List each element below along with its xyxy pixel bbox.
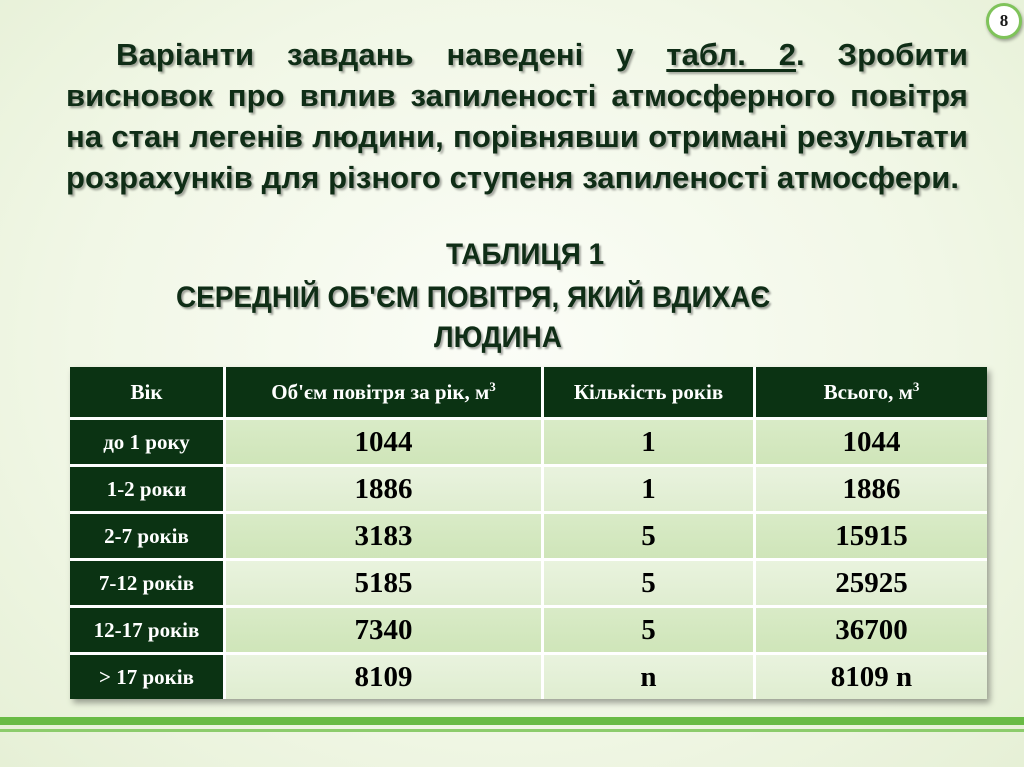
- table-title-line-2: СЕРЕДНІЙ ОБ'ЄМ ПОВІТРЯ, ЯКИЙ ВДИХАЄ: [176, 281, 771, 314]
- table-header-row: [70, 367, 987, 420]
- cell-volume: 8109: [226, 655, 544, 699]
- cell-years: 5: [544, 561, 756, 608]
- table-row: [70, 561, 987, 608]
- cell-volume: 7340: [226, 608, 544, 655]
- cell-age: до 1 року: [70, 420, 226, 467]
- cell-total: 36700: [756, 608, 987, 655]
- header-total: [756, 367, 987, 420]
- header-volume-unit-sup: 3: [489, 379, 496, 394]
- cell-volume: 3183: [226, 514, 544, 561]
- paragraph-text-start: Варіанти завдань наведені у: [116, 37, 667, 72]
- cell-total: 1886: [756, 467, 987, 514]
- cell-years: n: [544, 655, 756, 699]
- cell-total: 1044: [756, 420, 987, 467]
- header-total-label: Всього, м: [823, 380, 913, 404]
- paragraph-text-end: . Зробити висновок про вплив запиленості атмосферного повітря на стан легенів людини, порівнявши отримані результати розрахунків для різного ступеня запиленості атмосфери.: [66, 37, 968, 195]
- header-years: [544, 367, 756, 420]
- header-years-label: Кількість років: [573, 379, 724, 404]
- cell-volume: 5185: [226, 561, 544, 608]
- table-row: [70, 514, 987, 561]
- air-volume-table: [70, 367, 987, 699]
- table-title-line-1: ТАБЛИЦЯ 1: [446, 238, 605, 271]
- header-age: [70, 367, 226, 420]
- table-reference-link[interactable]: табл. 2: [666, 37, 797, 72]
- cell-total: 15915: [756, 514, 987, 561]
- cell-age: 2-7 років: [70, 514, 226, 561]
- cell-years: 5: [544, 608, 756, 655]
- cell-total: 25925: [756, 561, 987, 608]
- cell-age: > 17 років: [70, 655, 226, 699]
- table-row: [70, 655, 987, 699]
- cell-total: 8109 n: [756, 655, 987, 699]
- cell-volume: 1044: [226, 420, 544, 467]
- footer-green-line: [0, 729, 1024, 732]
- table-row: [70, 608, 987, 655]
- header-total-unit-sup: 3: [912, 379, 920, 394]
- cell-age: 1-2 роки: [70, 467, 226, 514]
- cell-volume: 1886: [226, 467, 544, 514]
- cell-age: 7-12 років: [70, 561, 226, 608]
- page-number-badge: 8: [986, 3, 1022, 39]
- cell-years: 1: [544, 420, 756, 467]
- header-volume: [226, 367, 544, 420]
- table-row: [70, 467, 987, 514]
- cell-age: 12-17 років: [70, 608, 226, 655]
- cell-years: 5: [544, 514, 756, 561]
- table-title-line-3: ЛЮДИНА: [434, 321, 562, 354]
- header-volume-label: Об'єм повітря за рік, м: [271, 380, 490, 404]
- header-age-label: Вік: [130, 379, 163, 404]
- cell-years: 1: [544, 467, 756, 514]
- footer-green-bar: [0, 717, 1024, 725]
- task-paragraph: [66, 34, 968, 198]
- table-row: [70, 420, 987, 467]
